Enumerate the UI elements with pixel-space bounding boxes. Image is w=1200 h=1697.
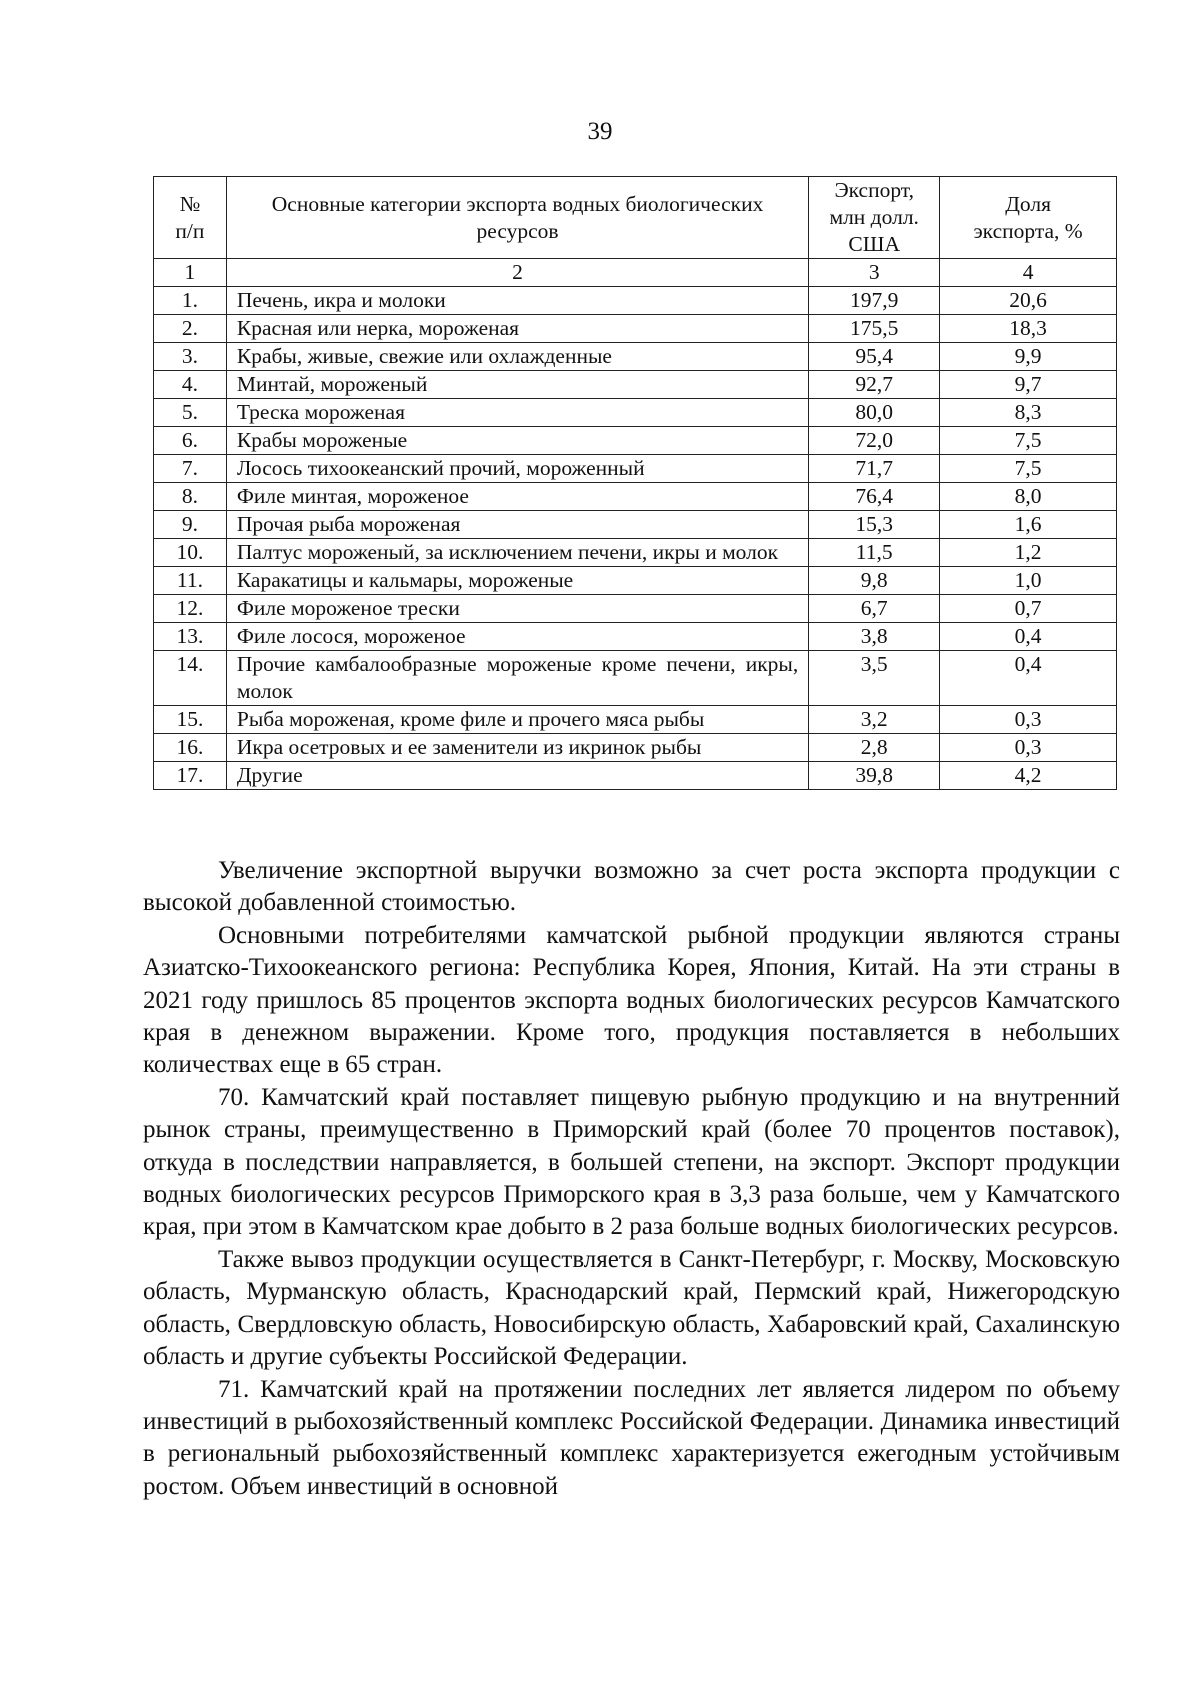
header-export-line: млн долл. [829,205,919,229]
header-share-line: экспорта, % [973,218,1083,243]
row-export-share: 0,3 [940,734,1117,762]
table-row [154,595,1117,623]
table-row [154,315,1117,343]
paragraph: 71. Камчатский край на протяжении последних лет является лидером по объему инвестиций в рыбохозяйственный комплекс Российской Федерации. Динамика инвестиций в региональный рыбохозяйственный комплекс характеризуется ежегодным устойчивым ростом. Объем инвестиций в основной [143,1375,1120,1500]
row-export-share: 9,9 [940,343,1117,371]
paragraph: 70. Камчатский край поставляет пищевую рыбную продукцию и на внутренний рынок страны, преимущественно в Приморский край (более 70 процентов поставок), откуда в последствии направляется, в большей степени, на экспорт. Экспорт продукции водных биологических ресурсов Приморского края в 3,3 раза больше, чем у Камчатского края, при этом в Камчатском крае добыто в 2 раза больше водных биологических ресурсов. [143,1083,1120,1241]
row-export-share: 4,2 [940,762,1117,790]
row-category: Лосось тихоокеанский прочий, мороженный [226,455,808,483]
row-number: 7. [154,455,227,483]
row-export-value: 11,5 [809,539,940,567]
row-category: Палтус мороженый, за исключением печени, икры и молок [226,539,808,567]
column-number: 2 [226,259,808,287]
row-category: Филе минтая, мороженое [226,483,808,511]
row-export-value: 80,0 [809,399,940,427]
row-export-value: 3,2 [809,706,940,734]
row-export-value: 3,5 [809,651,940,706]
table-row [154,399,1117,427]
row-category: Рыба мороженая, кроме филе и прочего мяса рыбы [226,706,808,734]
row-category: Каракатицы и кальмары, мороженые [226,567,808,595]
row-export-value: 9,8 [809,567,940,595]
table-row [154,427,1117,455]
row-export-value: 3,8 [809,623,940,651]
row-category: Икра осетровых и ее заменители из икринок рыбы [226,734,808,762]
row-export-share: 7,5 [940,427,1117,455]
row-number: 8. [154,483,227,511]
row-export-share: 0,7 [940,595,1117,623]
column-number: 1 [154,259,227,287]
table-row [154,567,1117,595]
row-number: 16. [154,734,227,762]
row-category: Крабы, живые, свежие или охлажденные [226,343,808,371]
table-body [154,287,1117,790]
header-export-line: Экспорт, [834,178,914,202]
row-export-share: 18,3 [940,315,1117,343]
row-number: 2. [154,315,227,343]
row-export-value: 95,4 [809,343,940,371]
table-row [154,706,1117,734]
table-row [154,455,1117,483]
row-number: 6. [154,427,227,455]
table-row [154,371,1117,399]
column-number-row [154,259,1117,287]
row-number: 5. [154,399,227,427]
table-header-row [154,177,1117,259]
row-export-share: 8,0 [940,483,1117,511]
row-export-share: 7,5 [940,455,1117,483]
row-category: Минтай, мороженый [226,371,808,399]
row-export-share: 0,4 [940,651,1117,706]
row-number: 13. [154,623,227,651]
row-export-share: 9,7 [940,371,1117,399]
table-row [154,287,1117,315]
header-num-line: п/п [175,218,205,243]
table-row [154,343,1117,371]
row-number: 14. [154,651,227,706]
header-export [809,177,940,259]
row-number: 3. [154,343,227,371]
header-share [940,177,1117,259]
row-export-share: 8,3 [940,399,1117,427]
row-category: Прочая рыба мороженая [226,511,808,539]
header-share-line: Доля [1005,191,1051,216]
row-export-share: 1,0 [940,567,1117,595]
body-text [143,855,1120,1503]
table-row [154,483,1117,511]
row-export-share: 20,6 [940,287,1117,315]
row-export-value: 72,0 [809,427,940,455]
row-number: 1. [154,287,227,315]
row-category: Крабы мороженые [226,427,808,455]
header-num-line: № [179,191,201,216]
row-export-value: 71,7 [809,455,940,483]
paragraph: Также вывоз продукции осуществляется в Санкт-Петербург, г. Москву, Московскую область, Мурманскую область, Краснодарский край, Пермский край, Нижегородскую область, Свердловскую область, Новосибирскую область, Хабаровский край, Сахалинскую область и другие субъекты Российской Федерации. [143,1245,1120,1371]
row-category: Треска мороженая [226,399,808,427]
paragraph: Основными потребителями камчатской рыбной продукции являются страны Азиатско-Тихоокеанского региона: Республика Корея, Япония, Китай. На эти страны в 2021 году пришлось 85 процентов экспорта водных биологических ресурсов Камчатского края в денежном выражении. Кроме того, продукция поставляется в небольших количествах еще в 65 стран. [143,921,1120,1079]
row-export-share: 1,2 [940,539,1117,567]
header-num [154,177,227,259]
column-number: 4 [940,259,1117,287]
row-export-value: 92,7 [809,371,940,399]
row-export-share: 0,4 [940,623,1117,651]
row-category: Филе мороженое трески [226,595,808,623]
row-number: 9. [154,511,227,539]
row-number: 12. [154,595,227,623]
page-number: 39 [587,118,613,145]
header-name-line: Основные категории экспорта водных биологических [271,191,764,216]
row-number: 17. [154,762,227,790]
row-export-value: 39,8 [809,762,940,790]
row-export-value: 15,3 [809,511,940,539]
table-row [154,623,1117,651]
row-number: 4. [154,371,227,399]
header-name [226,177,808,259]
row-number: 10. [154,539,227,567]
row-number: 15. [154,706,227,734]
table-row [154,762,1117,790]
header-name-line: ресурсов [476,218,559,243]
header-export-line: США [848,232,900,256]
row-export-share: 1,6 [940,511,1117,539]
row-category: Филе лосося, мороженое [226,623,808,651]
row-category: Другие [226,762,808,790]
row-category: Красная или нерка, мороженая [226,315,808,343]
row-export-value: 76,4 [809,483,940,511]
paragraph: Увеличение экспортной выручки возможно за счет роста экспорта продукции с высокой добавленной стоимостью. [143,857,1120,917]
row-export-value: 175,5 [809,315,940,343]
row-export-share: 0,3 [940,706,1117,734]
table-row [154,511,1117,539]
export-table [153,176,1117,790]
column-number: 3 [809,259,940,287]
row-number: 11. [154,567,227,595]
table-row [154,734,1117,762]
table-row [154,539,1117,567]
table-row [154,651,1117,706]
row-export-value: 197,9 [809,287,940,315]
row-export-value: 6,7 [809,595,940,623]
row-category: Прочие камбалообразные мороженые кроме печени, икры, молок [226,651,808,706]
row-category: Печень, икра и молоки [226,287,808,315]
row-export-value: 2,8 [809,734,940,762]
